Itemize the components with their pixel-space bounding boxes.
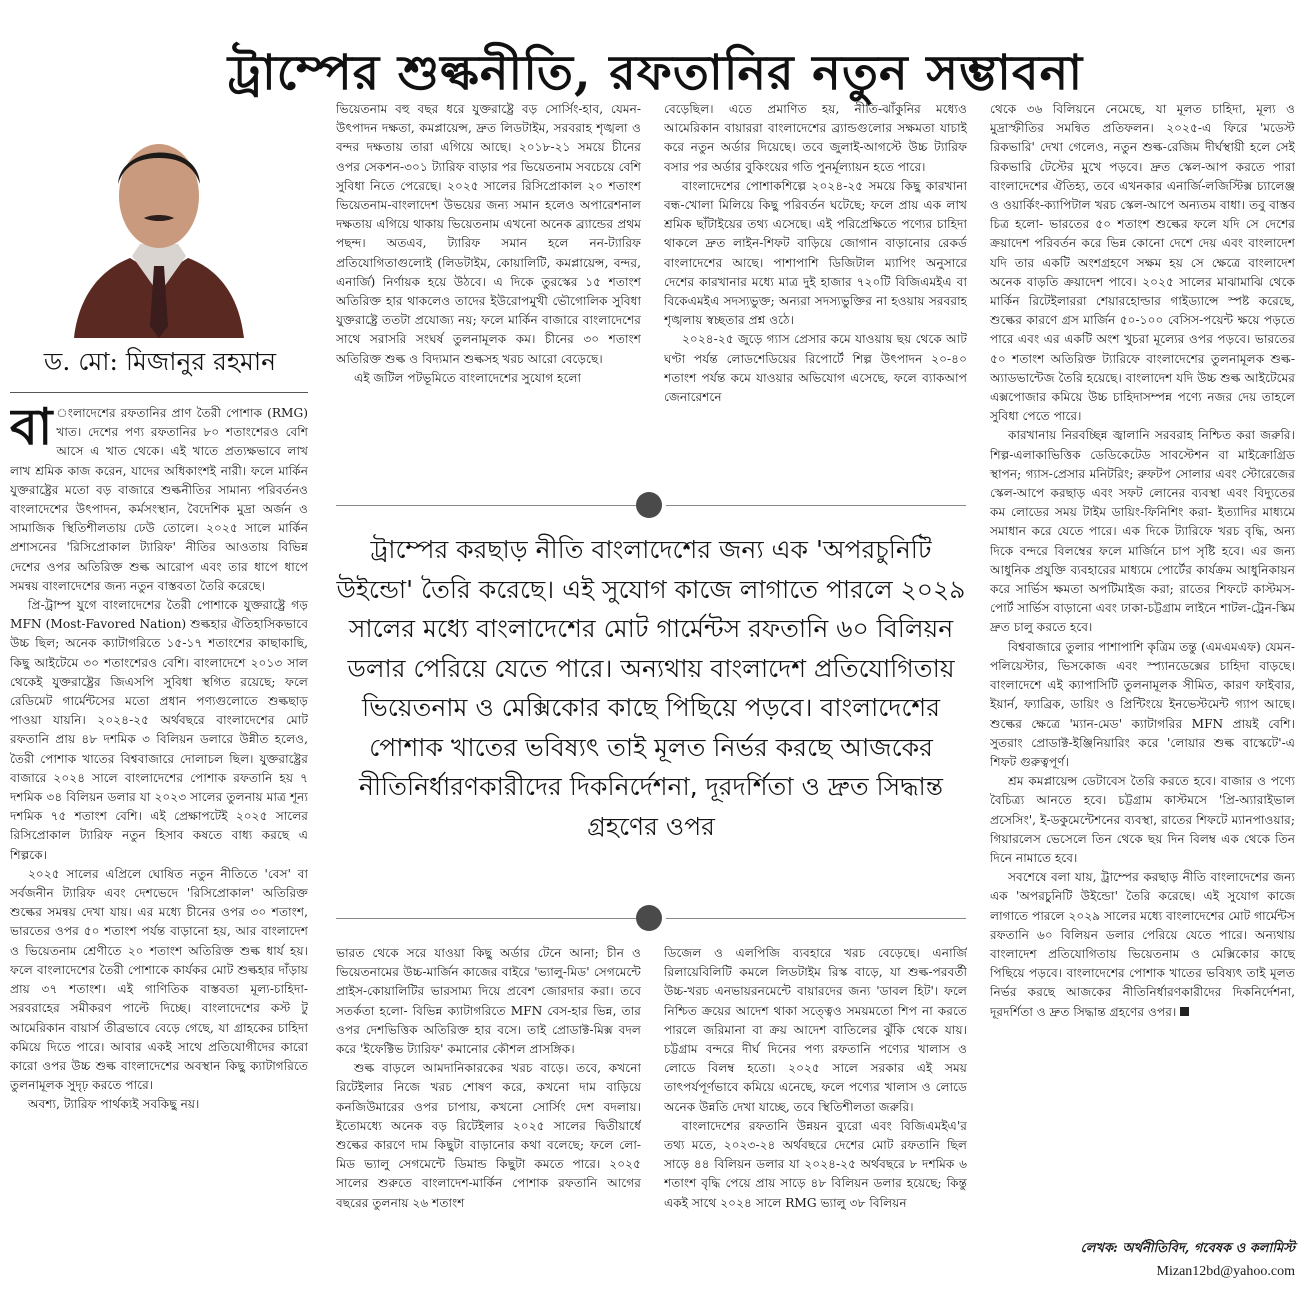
paragraph: ২০২৫ সালের এপ্রিলে ঘোষিত নতুন নীতিতে 'বেস' বা সর্বজনীন ট্যারিফ এবং দেশভেদে 'রিসিপ্রোকাল' অতিরিক্ত শুল্কের সমন্বয় দেখা যায়। এর মধ্যে চীনের ওপর ৩০ শতাংশ, ভারতের ওপর ৫০ শতাংশ পর্যন্ত বাড়ানো হয়, আর বাংলাদেশ ও ভিয়েতনাম শ্রেণীতে ২০ শতাংশ অতিরিক্ত শুল্ক ধার্য হয়। ফলে বাংলাদেশের তৈরী পোশাকে কার্যকর মোট শুল্কহার দাঁড়ায় প্রায় ৩৭ শতাংশ। এই গাণিতিক বাস্তবতা মূল্য-চাহিদা-সরবরাহের সমীকরণ পাল্টে দিচ্ছে। বাংলাদেশের কস্ট টু আমেরিকান বায়ার্স তীব্রভাবে বেড়ে গেছে, যা গ্রাহকের চাহিদা কমিয়ে দিতে পারে। আবার একই সাথে প্রতিযোগীদের কারো কারো ওপর উচ্চ শুল্ক বাংলাদেশের অবস্থান কিছু ক্যাটাগরিতে তুলনামূলক সুদৃঢ় করতে পারে। — [10, 866, 308, 1093]
paragraph: শুল্ক বাড়লে আমদানিকারকের খরচ বাড়ে। তবে, কখনো রিটেইলার নিজে খরচ শোষণ করে, কখনো দাম বাড়িয়ে কনজিউমারের ওপর চাপায়, কখনো সোর্সিং দেশ বদলায়। ইতোমধ্যে অনেক বড় রিটেইলার ২০২৫ সালের দ্বিতীয়ার্ধে শুল্কের কারণে দাম কিছুটা বাড়ানোর কথা বলেছে; ফলে লো-মিড ভ্যালু সেগমেন্টে ডিমান্ড কিছুটা কমতে পারে। ২০২৫ সালের শুরুতে বাংলাদেশ-মার্কিন পোশাক রফতানি আগের বছরের তুলনায় ২৬ শতাংশ — [336, 1061, 641, 1210]
pullquote-ornament-bottom — [636, 905, 662, 931]
author-name: ড. মো: মিজানুর রহমান — [43, 347, 277, 376]
paragraph: ভিয়েতনাম বহু বছর ধরে যুক্তরাষ্ট্রে বড় সোর্সিং-হাব, যেমন- উৎপাদন দক্ষতা, কমপ্লায়েন্স, দ্রুত লিডটাইম, সরবরাহ শৃঙ্খলা ও বন্দর দক্ষতায় তারা এগিয়ে আছে। ২০১৮-২১ সময়ে চীনের ওপর সেকশন-৩০১ ট্যারিফ বাড়ার পর ভিয়েতনাম সবচেয়ে বেশি সুবিধা নিতে পেরেছে। ২০২৫ সালের রিসিপ্রোকাল ২০ শতাংশ ভিয়েতনাম-বাংলাদেশ উভয়ের জন্য সমান হলেও অপারেশনাল দক্ষতায় এগিয়ে থাকায় ভিয়েতনাম এখনো অনেক ব্র্যান্ডের প্রথম পছন্দ। অতএব, ট্যারিফ সমান হলে নন-ট্যারিফ প্রতিযোগিতাগুলোই (লিডটাইম, কোয়ালিটি, কমপ্লায়েন্স, বন্দর, এনার্জি) নির্ণায়ক হয়ে উঠবে। এ দিকে তুরস্কের ১৫ শতাংশ অতিরিক্ত হার থাকলেও তাদের ইউরোপমুখী ভৌগোলিক সুবিধা যুক্তরাষ্ট্রে ততটা প্রযোজ্য নয়; ফলে মার্কিন বাজারে বাংলাদেশের সাথে সরাসরি সংঘর্ষ তুলনামূলক কম। চীনের ৩০ শতাংশ অতিরিক্ত শুল্ক ও বিদ্যমান শুল্কসহ খরচ আরো বেড়েছে। — [336, 102, 641, 366]
paragraph: অবশ্য, ট্যারিফ পার্থক্যই সবকিছু নয়। — [28, 1097, 200, 1112]
author-byline: লেখক: অর্থনীতিবিদ, গবেষক ও কলামিস্ট — [1080, 1241, 1295, 1256]
article-column-4 — [990, 100, 1295, 1238]
pullquote-rule-top-right — [666, 505, 966, 506]
closing-text: সবশেষে বলা যায়, ট্রাম্পের করছাড় নীতি বাংলাদেশের জন্য এক 'অপরচুনিটি উইন্ডো' তৈরি করেছে। এই সুযোগ কাজে লাগাতে পারলে ২০২৯ সালের মধ্যে বাংলাদেশের মোট গার্মেন্টস রফতানি ৬০ বিলিয়ন ডলার পেরিয়ে যেতে পারে। অন্যথায় বাংলাদেশ প্রতিযোগিতায় ভিয়েতনাম ও মেক্সিকোর কাছে পিছিয়ে পড়বে। বাংলাদেশের পোশাক খাতের ভবিষ্যৎ তাই মূলত নির্ভর করছে আজকের নীতিনির্ধারণকারীদের দিকনির্দেশনা, দূরদর্শিতা ও দ্রুত সিদ্ধান্ত গ্রহণের ওপর। — [990, 870, 1295, 1019]
paragraph: ২০২৪-২৫ জুড়ে গ্যাস প্রেসার কমে যাওয়ায় ছয় থেকে আট ঘণ্টা পর্যন্ত লোডশেডিয়ের রিপোর্টে শিল্প উৎপাদন ২০-৪০ শতাংশ পর্যন্ত কমে যাওয়ার অভিযোগ এসেছে, ফলে ব্যাকআপ জেনারেশনে — [664, 332, 967, 405]
paragraph: বাংলাদেশের পোশাকশিল্পে ২০২৪-২৫ সময়ে কিছু কারখানা বন্ধ-খোলা মিলিয়ে কিছু পরিবর্তন ঘটেছে; ফলে প্রায় এক লাখ শ্রমিক ছাঁটাইয়ের তথ্য এসেছে। এই পরিপ্রেক্ষিতে পণ্যের চাহিদা থাকলে দ্রুত লাইন-শিফট বাড়িয়ে জোগান বাড়ানোর রেকর্ড বাংলাদেশের আছে। পাশাপাশি ডিজিটাল ম্যাপিং অনুসারে দেশের কারখানার মধ্যে মাত্র দুই হাজার ৭২০টি বিজিএমইএ বা বিকেএমইএ সদস্যভুক্ত; অন্যরা সদস্যভুক্তির না হওয়ায় সরবরাহ শৃঙ্খলায় স্বচ্ছতার প্রশ্ন ওঠে। — [664, 178, 967, 328]
article-column-3-bottom — [664, 944, 967, 1284]
author-photo — [70, 126, 248, 338]
paragraph: ভারত থেকে সরে যাওয়া কিছু অর্ডার টেনে আনা; চীন ও ভিয়েতনামের উচ্চ-মার্জিন কাজের বাইরে 'ভ্যালু-মিড' সেগমেন্টে প্রাইস-কোয়ালিটির ভারসাম্য দিয়ে প্রবেশ জোরদার করা। তবে সতর্কতা হলো- বিভিন্ন ক্যাটাগরিতে MFN বেস-হার ভিন্ন, তার ওপর দেশভিত্তিক অতিরিক্ত হার বসে। তাই প্রোডাক্ট-মিক্স বদল করে 'ইফেক্টিভ ট্যারিফ' কমানোর কৌশল প্রাসঙ্গিক। — [336, 946, 641, 1057]
paragraph: বেড়েছিল। এতে প্রমাণিত হয়, নীতি-ঝাঁকুনির মধ্যেও আমেরিকান বায়াররা বাংলাদেশের ব্র্যান্ডগুলোর সক্ষমতা যাচাই করে নতুন অর্ডার দিয়েছে। তবে জুলাই-আগস্টে উচ্চ ট্যারিফ বসার পর অর্ডার বুকিংয়ের গতি পুনর্মূল্যায়ন হতে পারে। — [664, 102, 967, 174]
paragraph: ডিজেল ও এলপিজি ব্যবহারে খরচ বেড়েছে। এনার্জি রিলায়েবিলিটি কমলে লিডটাইম রিস্ক বাড়ে, যা শুল্ক-পরবর্তী উচ্চ-খরচ এনভায়রনমেন্টে বায়ারদের জন্য 'ডাবল হিট'। ফলে নিশ্চিত ক্রয়ের আদেশ থাকা সত্ত্বেও সময়মতো শিপ না করতে পারলে জরিমানা বা ক্রয় আদেশ বাতিলের ঝুঁকি থেকে যায়। চট্টগ্রাম বন্দরে দীর্ঘ দিনের পণ্য রফতানি পণ্যের খালাস ও লোডে বিলম্ব হতো। ২০২৫ সালে সরকার এই সময় তাৎপর্যপূর্ণভাবে কমিয়ে এনেছে, ফলে পণ্যের খালাস ও লোডে অনেক উন্নতি দেখা যাচ্ছে, তবে স্থিতিশীলতা জরুরি। — [664, 946, 967, 1114]
paragraph: শ্রম কমপ্লায়েন্স ডেটাবেস তৈরি করতে হবে। বাজার ও পণ্যে বৈচিত্র্য আনতে হবে। চট্টগ্রাম কাস্টমসে 'প্রি-অ্যারাইভাল প্রসেসিং', ই-ডকুমেন্টেশনের ব্যবস্থা, রাতের শিফটে ম্যানপাওয়ার; গিয়ারলেস ভেসেলে তিন থেকে ছয় দিন বিলম্ব এক থেকে তিন দিনে নামাতে হবে। — [990, 774, 1295, 865]
article-column-1 — [10, 404, 308, 1284]
article-column-2-top — [336, 100, 641, 475]
pull-quote: ট্রাম্পের করছাড় নীতি বাংলাদেশের জন্য এক 'অপরচুনিটি উইন্ডো' তৈরি করেছে। এই সুযোগ কাজে লাগাতে পারলে ২০২৯ সালের মধ্যে বাংলাদেশের মোট গার্মেন্টস রফতানি ৬০ বিলিয়ন ডলার পেরিয়ে যেতে পারে। অন্যথায় বাংলাদেশ প্রতিযোগিতায় ভিয়েতনাম ও মেক্সিকোর কাছে পিছিয়ে পড়বে। বাংলাদেশের পোশাক খাতের ভবিষ্যৎ তাই মূলত নির্ভর করছে আজকের নীতিনির্ধারণকারীদের দিকনির্দেশনা, দূরদর্শিতা ও দ্রুত সিদ্ধান্ত গ্রহণের ওপর — [336, 535, 966, 841]
pullquote-rule-bottom-right — [666, 918, 966, 919]
paragraph: এই জটিল পটভূমিতে বাংলাদেশের সুযোগ হলো — [354, 370, 582, 385]
author-email[interactable]: Mizan12bd@yahoo.com — [1156, 1264, 1295, 1279]
paragraph: প্রি-ট্রাম্প যুগে বাংলাদেশের তৈরী পোশাকে যুক্তরাষ্ট্রে গড় MFN (Most-Favored Nation) শুল্কহার ঐতিহাসিকভাবে উচ্চ ছিল; অনেক ক্যাটাগরিতে ১৫-১৭ শতাংশের কাছাকাছি, কিছু আইটেমে ৩০ শতাংশেরও বেশি। বাংলাদেশে ২০১৩ সাল থেকেই যুক্তরাষ্ট্রের জিএসপি সুবিধা স্থগিত রয়েছে; ফলে রেডিমেট গার্মেন্টসের মতো প্রধান পণ্যগুলোতে শুল্কছাড় পাওয়া যায়নি। ২০২৪-২৫ অর্থবছরে বাংলাদেশের মোট রফতানি প্রায় ৪৮ দশমিক ৩ বিলিয়ন ডলারে উন্নীত হলেও, তৈরী পোশাক খাতের বিশ্ববাজারে দোলাচল ছিল। যুক্তরাষ্ট্রের বাজারে ২০২৪ সালে বাংলাদেশের পোশাক রফতানি হয় ৭ দশমিক ৩৪ বিলিয়ন ডলার যা ২০২৩ সালের তুলনায় মাত্র শূন্য দশমিক ৭৫ শতাংশ বেশি। এই প্রেক্ষাপটেই ২০২৫ সালের রিসিপ্রোকাল ট্যারিফ নতুন হিসাব কষতে বাধ্য করছে এ শিল্পকে। — [10, 598, 308, 862]
article-column-3-top — [664, 100, 967, 475]
pullquote-rule-bottom-left — [336, 918, 636, 919]
pullquote-ornament-top — [636, 492, 662, 518]
pullquote-rule-top-left — [336, 505, 636, 506]
paragraph: বিশ্ববাজারে তুলার পাশাপাশি কৃত্রিম তন্তু (এমএমএফ) যেমন- পলিয়েস্টার, ভিসকোজ এবং স্প্যানডেক্সের চাহিদা বাড়ছে। বাংলাদেশে এই ক্যাপাসিটি তুলনামূলক সীমিত, কারণ ফাইবার, ইয়ার্ন, ফ্যাব্রিক, ডায়িং ও প্রিন্টিংয়ে ইনভেস্টমেন্ট গ্যাপ আছে। শুল্কের ক্ষেত্রে 'ম্যান-মেড' ক্যাটাগরির MFN প্রায়ই বেশি। সুতরাং প্রোডাক্ট-ইঞ্জিনিয়ারিং করে 'লোয়ার শুল্ক বাস্কেটে'-এ শিফট গুরুত্বপূর্ণ। — [990, 639, 1295, 769]
author-divider — [10, 392, 308, 393]
closing-paragraph — [990, 868, 1295, 1022]
end-mark-icon — [1180, 1007, 1189, 1016]
headline: ট্রাম্পের শুল্কনীতি, রফতানির নতুন সম্ভাবনা — [227, 45, 1084, 102]
drop-cap: বা — [10, 404, 53, 456]
paragraph: থেকে ৩৬ বিলিয়নে নেমেছে, যা মূলত চাহিদা, মূল্য ও মুদ্রাস্ফীতির সমন্বিত প্রতিফলন। ২০২৫-এ ফিরে 'মডেস্ট রিকভারি' দেখা গেলেও, নতুন শুল্ক-রেজিম দীর্ঘস্থায়ী হলে সেই রিকভারি টেস্টের মুখে পড়বে। দ্রুত স্কেল-আপ করতে পারা বাংলাদেশের ঐতিহ্য, তবে এখনকার এনার্জি-লজিস্টিক্স চ্যালেঞ্জ ও ওয়ার্কিং-ক্যাপিটাল খরচ স্কেল-আপে অন্যতম বাধা। তবু বাস্তব চিত্র হলো- ভারতের ৫০ শতাংশ শুল্কের ফলে যদি সে দেশের ক্রয়াদেশ পরিবর্তন করে ভিন্ন কোনো দেশে দেয় এবং বাংলাদেশ যদি তার একটি অংশগ্রহণে সক্ষম হয় সে ক্ষেত্রে বাংলাদেশ অনেক বাড়তি ক্রয়াদেশ পাবে। ২০২৫ সালের মাঝামাঝি থেকে মার্কিন রিটেইলাররা শেয়ারহোল্ডার গাইড্যান্সে স্পষ্ট করেছে, শুল্কের কারণে গ্রস মার্জিন ৫০-১০০ বেসিস-পয়েন্ট ক্ষয়ে পড়তে পারে এবং এর একটি অংশ খুচরা মূল্যের ওপর পড়বে। ভারতের ৫০ শতাংশ অতিরিক্ত ট্যারিফে বাংলাদেশের তুলনামূলক শুল্ক-অ্যাডভান্টেজ তৈরি হয়েছে। বাংলাদেশ যদি উচ্চ শুল্ক আইটেমের এক্সপোজার কমিয়ে উচ্চ চাহিদাসম্পন্ন পণ্যে নজর দেয় তাহলে সুবিধা পেতে পারে। — [990, 102, 1295, 424]
paragraph: বাংলাদেশের রফতানি উন্নয়ন ব্যুরো এবং বিজিএমইএ'র তথ্য মতে, ২০২৩-২৪ অর্থবছরে দেশের মোট রফতানি ছিল সাড়ে ৪৪ বিলিয়ন ডলার যা ২০২৪-২৫ অর্থবছরে ৮ দশমিক ৬ শতাংশ বৃদ্ধি পেয়ে প্রায় সাড়ে ৪৮ বিলিয়ন ডলার হয়েছে; কিন্তু একই সাথে ২০২৪ সালে RMG ভ্যালু ৩৮ বিলিয়ন — [664, 1118, 967, 1210]
article-column-2-bottom — [336, 944, 641, 1284]
article-lead-paragraph — [10, 404, 308, 596]
lead-text: ংলাদেশের রফতানির প্রাণ তৈরী পোশাক (RMG) খাত। দেশের পণ্য রফতানির ৮০ শতাংশেরও বেশি আসে এ খাত থেকে। এই খাতে প্রত্যক্ষভাবে লাখ লাখ শ্রমিক কাজ করেন, যাদের অধিকাংশই নারী। ফলে মার্কিন যুক্তরাষ্ট্রের মতো বড় বাজারে শুল্কনীতির সামান্য পরিবর্তনও বাংলাদেশের উৎপাদন, কর্মসংস্থান, বৈদেশিক মুদ্রা অর্জন ও সামাজিক স্থিতিশীলতায় ঢেউ তোলে। ২০২৫ সালে মার্কিন প্রশাসনের 'রিসিপ্রোকাল ট্যারিফ' নীতির আওতায় বিভিন্ন দেশের ওপর অতিরিক্ত শুল্ক আরোপ এবং তার ধাপে ধাপে সমন্বয় বাংলাদেশের জন্য নতুন বাস্তবতা তৈরি করেছে। — [10, 406, 308, 593]
face — [119, 144, 199, 248]
paragraph: কারখানায় নিরবচ্ছিন্ন জ্বালানি সরবরাহ নিশ্চিত করা জরুরি। শিল্প-এলাকাভিত্তিক ডেডিকেটেড সাবস্টেশন বা মাইক্রোগ্রিড স্থাপন; গ্যাস-প্রেসার মনিটরিং; রুফটপ সোলার এবং স্টোরেজের স্কেল-আপে করছাড় এবং সফট লোনের ব্যবস্থা এবং বিদ্যুতের কম লোডের সময় টাইম ডায়িং-ফিনিশিং করা- ইত্যাদির মাধ্যমে সমাধান করে যেতে পারে। এক দিকে ট্যারিফে খরচ বৃদ্ধি, অন্য দিকে বন্দরে বিলম্বের ফলে মার্জিনে চাপ সৃষ্টি হবে। এর জন্য আধুনিক প্রযুক্তি ব্যবহারের মাধ্যমে পোর্টের কার্যক্রম আধুনিকায়ন করে সার্ভিস ক্ষমতা অপটিমাইজ করা; রাতের শিফটে কাস্টমস-পোর্ট সার্ভিস বাড়ানো এবং ঢাকা-চট্টগ্রাম লাইনে শাটল-ট্রেন-স্কিম দ্রুত চালু করতে হবে। — [990, 428, 1295, 635]
